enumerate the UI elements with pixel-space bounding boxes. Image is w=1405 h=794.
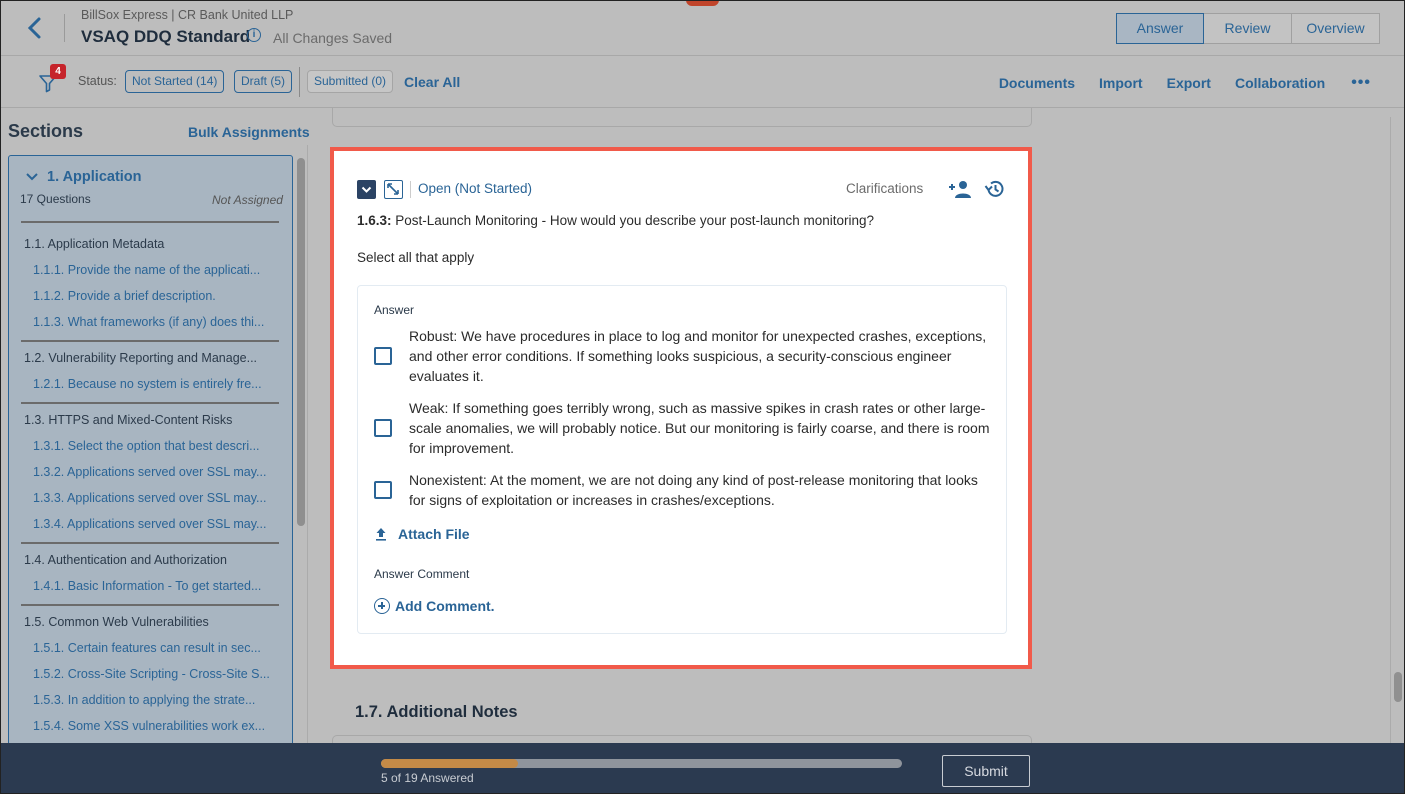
question-link[interactable]: 1.5.3. In addition to applying the strate... xyxy=(33,693,256,707)
checkbox-weak[interactable] xyxy=(374,419,392,437)
option-weak[interactable] xyxy=(374,398,994,458)
upload-icon xyxy=(374,527,388,541)
back-chevron-icon[interactable] xyxy=(24,16,46,40)
main-scrollbar[interactable] xyxy=(1394,672,1402,702)
question-link[interactable]: 1.5.1. Certain features can result in sec... xyxy=(33,641,261,655)
subsection-title[interactable]: 1.3. HTTPS and Mixed-Content Risks xyxy=(24,413,233,427)
question-card xyxy=(330,147,1032,669)
question-link[interactable]: 1.1.3. What frameworks (if any) does thi... xyxy=(33,315,265,329)
attach-file-label: Attach File xyxy=(398,526,470,542)
status-label: Status: xyxy=(78,74,117,88)
question-link[interactable]: 1.4.1. Basic Information - To get started... xyxy=(33,579,262,593)
option-label: Weak: If something goes terribly wrong, such as massive spikes in crash rates or other large-scale anomalies, we will probably notice. But our monitoring is fairly coarse, and there is room for improvement. xyxy=(409,400,990,456)
question-link[interactable]: 1.1.1. Provide the name of the applicati... xyxy=(33,263,261,277)
progress-footer xyxy=(0,743,1405,794)
chevron-down-icon[interactable] xyxy=(26,172,38,182)
question-link[interactable]: 1.3.4. Applications served over SSL may... xyxy=(33,517,267,531)
chip-draft[interactable]: Draft (5) xyxy=(234,70,292,93)
more-options-icon[interactable]: ••• xyxy=(1351,74,1371,91)
main-scroll-track xyxy=(1390,117,1391,747)
header-divider xyxy=(64,14,65,42)
submit-button[interactable]: Submit xyxy=(942,755,1030,787)
question-instruction: Select all that apply xyxy=(357,250,475,265)
attach-file-button[interactable] xyxy=(374,526,470,542)
sidebar-scrollbar[interactable] xyxy=(297,158,305,526)
expand-arrows-icon xyxy=(385,181,401,197)
history-icon[interactable] xyxy=(984,178,1006,200)
chevron-down-icon xyxy=(357,180,376,199)
add-comment-label: Add Comment. xyxy=(395,598,495,614)
answer-label: Answer xyxy=(374,303,415,317)
plus-circle-icon xyxy=(374,598,390,614)
tab-overview[interactable]: Overview xyxy=(1291,13,1380,44)
next-section-title: 1.7. Additional Notes xyxy=(355,703,518,721)
view-tabs xyxy=(1117,13,1380,44)
section-question-count: 17 Questions xyxy=(20,192,91,206)
progress-bar xyxy=(381,759,902,768)
subsection-title[interactable]: 1.4. Authentication and Authorization xyxy=(24,553,227,567)
question-link[interactable]: 1.3.2. Applications served over SSL may... xyxy=(33,465,267,479)
collaboration-link[interactable]: Collaboration xyxy=(1234,75,1326,91)
progress-fill xyxy=(381,759,518,768)
question-body: Post-Launch Monitoring - How would you describe your post-launch monitoring? xyxy=(391,213,875,228)
subsection-title[interactable]: 1.1. Application Metadata xyxy=(24,237,165,251)
clear-all-link[interactable]: Clear All xyxy=(404,74,461,90)
question-link[interactable]: 1.3.3. Applications served over SSL may... xyxy=(33,491,267,505)
previous-question-card xyxy=(332,108,1032,127)
tab-answer[interactable]: Answer xyxy=(1116,13,1204,44)
answer-box xyxy=(357,285,1007,634)
option-robust[interactable] xyxy=(374,326,994,386)
question-status: Open (Not Started) xyxy=(418,181,533,196)
assign-user-icon[interactable] xyxy=(948,179,972,199)
question-link[interactable]: 1.3.1. Select the option that best descri... xyxy=(33,439,260,453)
divider xyxy=(410,181,411,198)
toolbar-links xyxy=(975,74,1371,92)
checkbox-robust[interactable] xyxy=(374,347,392,365)
page-title: VSAQ DDQ Standard xyxy=(81,27,251,46)
divider xyxy=(21,542,279,544)
progress-text: 5 of 19 Answered xyxy=(381,771,474,785)
chip-not-started[interactable]: Not Started (14) xyxy=(125,70,224,93)
subsection-title[interactable]: 1.2. Vulnerability Reporting and Manage... xyxy=(24,351,258,365)
divider xyxy=(21,402,279,404)
top-notch-tab[interactable] xyxy=(686,0,719,6)
option-label: Robust: We have procedures in place to log and monitor for unexpected crashes, exceptions, and other error conditions. If something looks suspicious, a security-conscious engineer evaluates it. xyxy=(409,328,987,384)
question-text xyxy=(357,213,874,228)
question-link[interactable]: 1.5.2. Cross-Site Scripting - Cross-Site S... xyxy=(33,667,270,681)
answer-comment-label: Answer Comment xyxy=(374,567,470,581)
subsection-title[interactable]: 1.5. Common Web Vulnerabilities xyxy=(24,615,209,629)
divider xyxy=(21,221,279,223)
question-number: 1.6.3: xyxy=(357,213,392,228)
expand-button[interactable] xyxy=(384,180,403,199)
tab-review[interactable]: Review xyxy=(1203,13,1292,44)
documents-link[interactable]: Documents xyxy=(998,75,1076,91)
clarifications-label[interactable]: Clarifications xyxy=(846,181,924,196)
option-label: Nonexistent: At the moment, we are not doing any kind of post-release monitoring that looks for signs of exploitation or increases in crashes/exceptions. xyxy=(409,472,978,508)
chip-divider xyxy=(299,67,300,97)
divider xyxy=(21,340,279,342)
save-status: All Changes Saved xyxy=(273,30,393,46)
breadcrumb: BillSox Express | CR Bank United LLP xyxy=(81,8,294,22)
filter-count-badge: 4 xyxy=(50,64,66,79)
bulk-assignments-link[interactable]: Bulk Assignments xyxy=(188,124,310,140)
checkbox-nonexistent[interactable] xyxy=(374,481,392,499)
filter-toolbar xyxy=(0,56,1405,108)
question-link[interactable]: 1.5.4. Some XSS vulnerabilities work ex... xyxy=(33,719,266,733)
section-assignment: Not Assigned xyxy=(212,193,283,207)
sidebar-scroll-track xyxy=(307,145,308,745)
collapse-button[interactable] xyxy=(357,180,376,199)
sections-heading: Sections xyxy=(8,121,84,141)
chip-submitted[interactable]: Submitted (0) xyxy=(307,70,393,93)
info-icon[interactable]: i xyxy=(247,28,261,42)
divider xyxy=(21,604,279,606)
question-link[interactable]: 1.1.2. Provide a brief description. xyxy=(33,289,216,303)
option-nonexistent[interactable] xyxy=(374,470,994,510)
export-link[interactable]: Export xyxy=(1166,75,1211,91)
import-link[interactable]: Import xyxy=(1099,75,1143,91)
question-link[interactable]: 1.2.1. Because no system is entirely fre... xyxy=(33,377,262,391)
add-comment-button[interactable] xyxy=(374,598,495,614)
app-header xyxy=(0,0,1405,56)
section-title[interactable]: 1. Application xyxy=(47,169,142,185)
